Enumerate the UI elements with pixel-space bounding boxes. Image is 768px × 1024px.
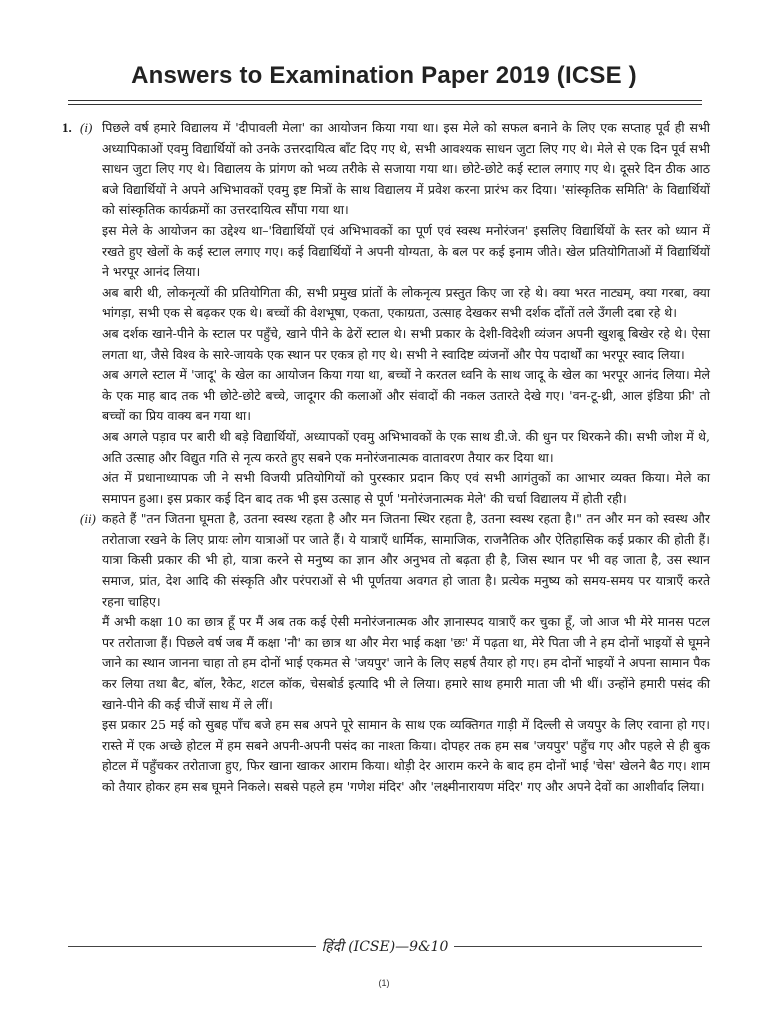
paragraph: कहते हैं "तन जितना घूमता है, उतना स्वस्थ रहता है और मन जितना स्थिर रहता है, उतना स्वस्थ रहता है।" तन और मन को स्वस्थ और तरोताजा रखने के लिए प्रायः लोग यात्राओं पर जाते हैं। ये यात्राएँ धार्मिक, सामाजिक, राजनैतिक और ऐतिहासिक कई प्रकार की होती हैं। यात्रा किसी प्रकार की भी हो, यात्रा करने से मनुष्य का ज्ञान और अनुभव तो बढ़ता ही है, जिस स्थान पर भी वह जाता है, उस स्थान समाज, प्रांत, देश आदि की संस्कृति और परंपराओं से भी पूर्णतया अवगत हो जाता है। प्रत्येक मनुष्य को समय-समय पर यात्राएँ करते रहना चाहिए। [102, 511, 710, 609]
question-number: 1. [62, 120, 72, 135]
footer-rule-left [68, 946, 316, 947]
part-ii [80, 509, 710, 797]
title-rule-bottom [68, 104, 702, 105]
paragraph: अब अगले पड़ाव पर बारी थी बड़े विद्यार्थियों, अध्यापकों एवमु अभिभावकों के एक साथ डी.जे. की धुन पर थिरकने की। सभी जोश में थे, अति उत्साह और विद्युत गति से नृत्य करते हुए सबने एक मनोरंजनात्मक वातावरण तैयार कर दिया था। [102, 428, 710, 465]
part-i [80, 118, 710, 509]
paragraph: अंत में प्रधानाध्यापक जी ने सभी विजयी प्रतियोगियों को पुरस्कार प्रदान किए एवं सभी आगंतुकों का आभार व्यक्त किया। मेले का समापन हुआ। इस प्रकार कई दिन बाद तक भी इस उत्साह से पूर्ण 'मनोरंजनात्मक मेले' की चर्चा विद्यालय में होती रही। [102, 470, 710, 506]
paragraph: अब बारी थी, लोकनृत्यों की प्रतियोगिता की, सभी प्रमुख प्रांतों के लोकनृत्य प्रस्तुत किए जा रहे थे। क्या भरत नाट्यम्, क्या गरबा, क्या भांगड़ा, सभी एक से बढ़कर एक थे। बच्चों की वेशभूषा, एकता, एकाग्रता, उत्साह देखकर सभी दर्शक दाँतों तले उँगली दबा रहे थे। [102, 284, 710, 321]
page-number: (1) [378, 978, 390, 988]
part-ii-text [102, 509, 710, 797]
page-title: Answers to Examination Paper 2019 (ICSE ) [131, 62, 637, 89]
part-label-i: (i) [80, 120, 93, 135]
answer-body [62, 118, 710, 798]
paragraph: अब अगले स्टाल में 'जादू' के खेल का आयोजन किया गया था, बच्चों ने करतल ध्वनि के साथ जादू के खेल का भरपूर आनंद लिया। मेले के एक माह बाद तक भी छोटे-छोटे बच्चे, जादूगर की कलाओं और संवादों की नकल उतारते देखे गए। 'वन-टू-थ्री, आल इंडिया फ्री' तो बच्चों का प्रिय वाक्य बन गया था। [102, 367, 710, 424]
footer-text: हिंदी (ICSE)—9&10 [321, 938, 449, 955]
paragraph: इस मेले के आयोजन का उद्देश्य था–'विद्यार्थियों एवं अभिभावकों का पूर्ण एवं स्वस्थ मनोरंजन' इसलिए विद्यार्थियों के स्तर को ध्यान में रखते हुए खेलों के कई स्टाल लगाए गए। कई विद्यार्थियों ने अपनी योग्यता, के बल पर कई इनाम जीते। खेल प्रतियोगिताओं में विद्यार्थियों ने भरपूर आनंद लिया। [102, 222, 710, 280]
question-1 [62, 118, 710, 509]
title-rule-top [68, 100, 702, 101]
paragraph: अब दर्शक खाने-पीने के स्टाल पर पहुँचे, खाने पीने के ढेरों स्टाल थे। सभी प्रकार के देशी-विदेशी व्यंजन अपनी खुशबू बिखेर रहे थे। ऐसा लगता था, जैसे विश्व के सारे-जायके एक स्थान पर एकत्र हो गए थे। सभी ने स्वादिष्ट व्यंजनों और पेय पदार्थों का भरपूर स्वाद लिया। [102, 325, 710, 362]
paragraph: पिछले वर्ष हमारे विद्यालय में 'दीपावली मेला' का आयोजन किया गया था। इस मेले को सफल बनाने के लिए एक सप्ताह पूर्व ही सभी अध्यापिकाओं एवमु विद्यार्थियों को उनके उत्तरदायित्व बाँट दिए गए थे, सभी आवश्यक साधन जुटा लिए गए थे। मेले से एक दिन पूर्व सभी साधन जुटा लिए गए थे। विद्यालय के प्रांगण को भव्य तरीके से सजाया गया था। छोटे-छोटे कई स्टाल लगाए गए थे। दूसरे दिन ठीक आठ बजे विद्यार्थियों ने अपने अभिभावकों एवमु इष्ट मित्रों के साथ विद्यालय में प्रवेश करना प्रारंभ कर दिया। 'सांस्कृतिक समिति' के विद्यार्थियों को सांस्कृतिक कार्यक्रमों का उत्तरदायित्व सौंपा गया था। [102, 120, 710, 218]
paragraph: इस प्रकार 25 मई को सुबह पाँच बजे हम सब अपने पूरे सामान के साथ एक व्यक्तिगत गाड़ी में दिल्ली से जयपुर के लिए रवाना हो गए। रास्ते में एक अच्छे होटल में हम सबने अपनी-अपनी पसंद का नाश्ता किया। दोपहर तक हम सब 'जयपुर' पहुँच गए और पहले से ही बुक होटल में पहुँचकर तरोताजा हुए, फिर खाना खाकर आराम किया। थोड़ी देर आराम करने के बाद हम दोनों भाई 'चेस' खेलने बैठ गए। शाम को तैयार होकर हम सब घूमने निकले। सबसे पहले हम 'गणेश मंदिर' और 'लक्ष्मीनारायण मंदिर' गए और अपने देवों का आशीर्वाद लिया। [102, 717, 711, 794]
footer-rule-right [454, 946, 702, 947]
footer [68, 936, 702, 956]
part-label-ii: (ii) [80, 511, 96, 527]
part-i-text [102, 118, 710, 509]
paragraph: मैं अभी कक्षा 10 का छात्र हूँ पर मैं अब तक कई ऐसी मनोरंजनात्मक और ज्ञानास्पद यात्राएँ कर चुका हूँ, जो आज भी मेरे मानस पटल पर तरोताजा हैं। पिछले वर्ष जब मैं कक्षा 'नौ' का छात्र था और मेरा भाई कक्षा 'छः' में पढ़ता था, मेरे पिता जी ने हम दोनों भाइयों से घूमने जाने का स्थान जानना चाहा तो हम दोनों भाई एकमत से 'जयपुर' जाने के लिए सहर्ष तैयार हो गए। हम दोनों भाइयों ने अपना सामान पैक कर लिया तथा बैट, बॉल, रैकेट, शटल कॉक, चेसबोर्ड इत्यादि भी ले लिया। हमारे साथ हमारी माता जी भी थीं। उन्होंने हमारी पसंद की खाने-पीने की कई चीजें साथ में ले लीं। [102, 614, 710, 712]
